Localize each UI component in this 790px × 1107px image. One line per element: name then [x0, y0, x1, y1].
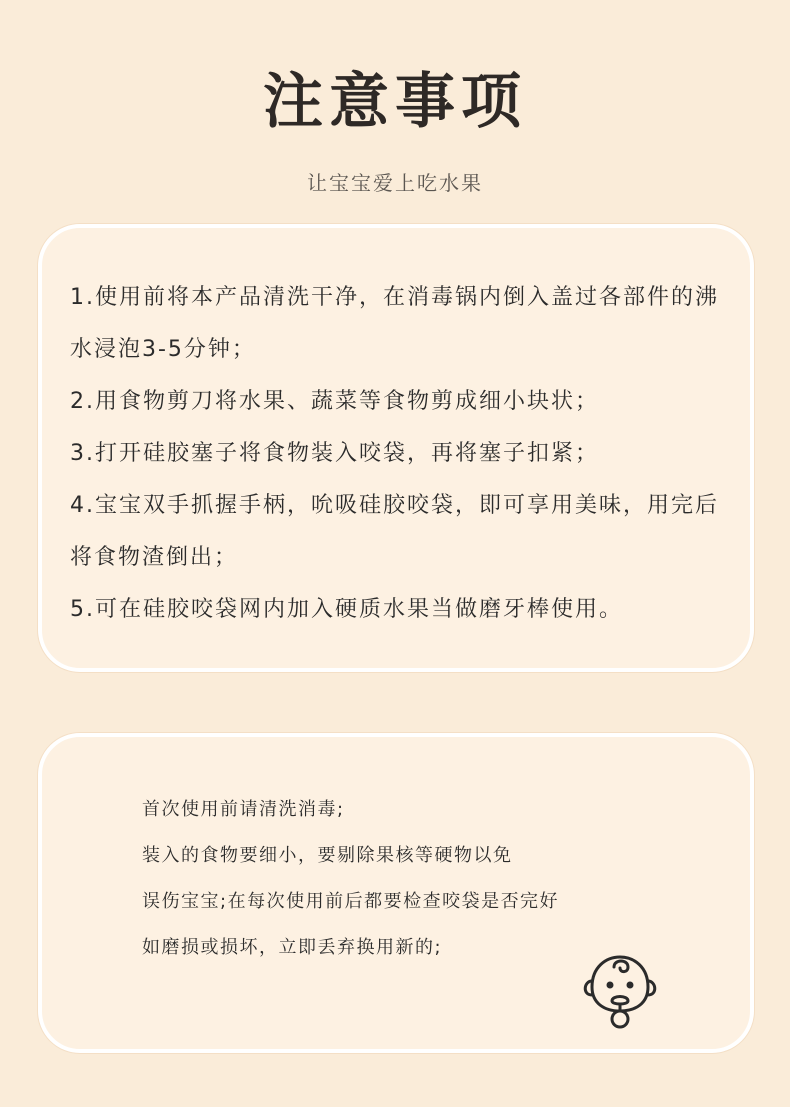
- baby-face-icon: [574, 947, 666, 1039]
- page-subtitle: 让宝宝爱上吃水果: [307, 171, 483, 195]
- instruction-step-4: 4.宝宝双手抓握手柄，吮吸硅胶咬袋，即可享用美味，用完后将食物渣倒出；: [70, 493, 719, 570]
- instructions-card: [38, 224, 754, 672]
- instruction-step-2: 2.用食物剪刀将水果、蔬菜等食物剪成细小块状；: [70, 389, 599, 414]
- instructions-list: [70, 272, 740, 636]
- notes-list: [142, 787, 662, 971]
- note-line-2: 装入的食物要细小，要剔除果核等硬物以免: [142, 845, 513, 866]
- note-line-1: 首次使用前请清洗消毒;: [142, 799, 345, 820]
- notes-card: [38, 733, 754, 1053]
- instruction-step-3: 3.打开硅胶塞子将食物装入咬袋，再将塞子扣紧；: [70, 441, 599, 466]
- page-title: 注意事项: [263, 67, 527, 137]
- instruction-step-1: 1.使用前将本产品清洗干净，在消毒锅内倒入盖过各部件的沸水浸泡3-5分钟；: [70, 285, 719, 362]
- instruction-step-5: 5.可在硅胶咬袋网内加入硬质水果当做磨牙棒使用。: [70, 597, 623, 622]
- note-line-3: 误伤宝宝;在每次使用前后都要检查咬袋是否完好: [142, 891, 560, 912]
- note-line-4: 如磨损或损坏，立即丢弃换用新的;: [142, 937, 443, 958]
